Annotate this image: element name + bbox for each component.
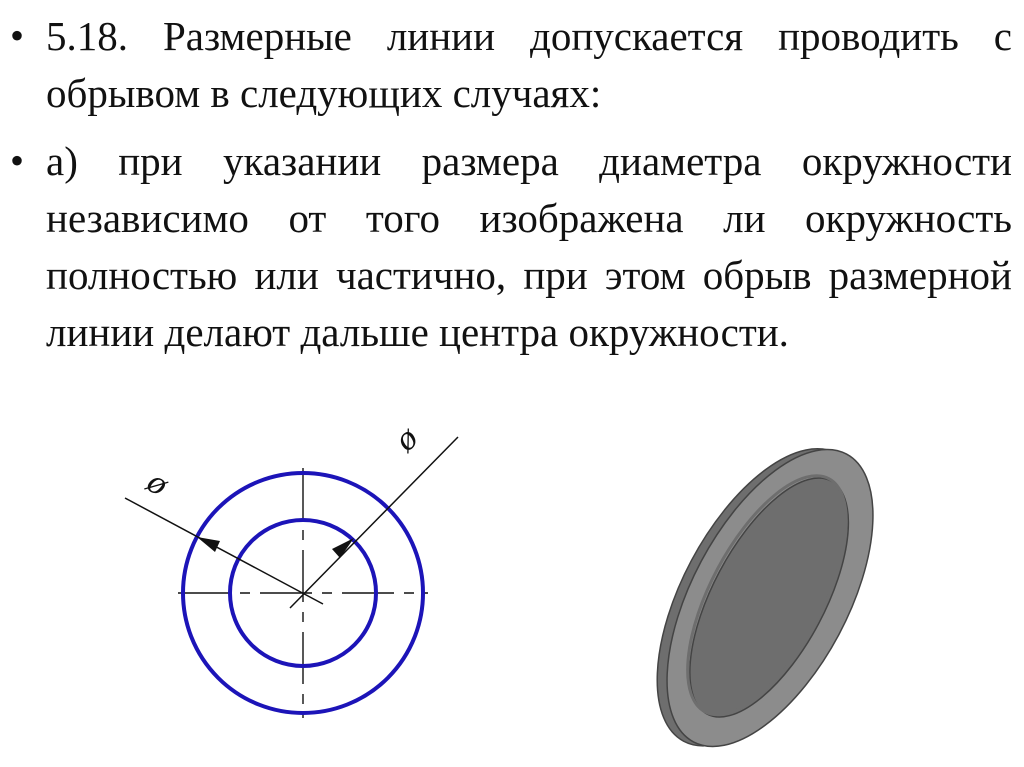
arrowhead-outer — [197, 537, 220, 552]
diameter-symbol-inner: ø — [388, 420, 426, 459]
illustration — [0, 400, 1024, 767]
bullet-1: • — [10, 13, 25, 58]
washer-3d — [615, 413, 916, 767]
bullet-2: • — [10, 138, 25, 183]
circle-drawing — [125, 420, 458, 718]
paragraph-case-a: а) при указании размера диаметра окружности независимо от того изображена ли окружность полностью или частично, при этом обрыв размерной линии делают дальше центра окружности. — [46, 138, 1012, 355]
paragraph-rule-title: 5.18. Размерные линии допускается проводить с обрывом в следующих случаях: — [46, 13, 1012, 116]
dimension-line-outer — [125, 498, 323, 604]
diameter-symbol-outer: ø — [140, 464, 174, 504]
